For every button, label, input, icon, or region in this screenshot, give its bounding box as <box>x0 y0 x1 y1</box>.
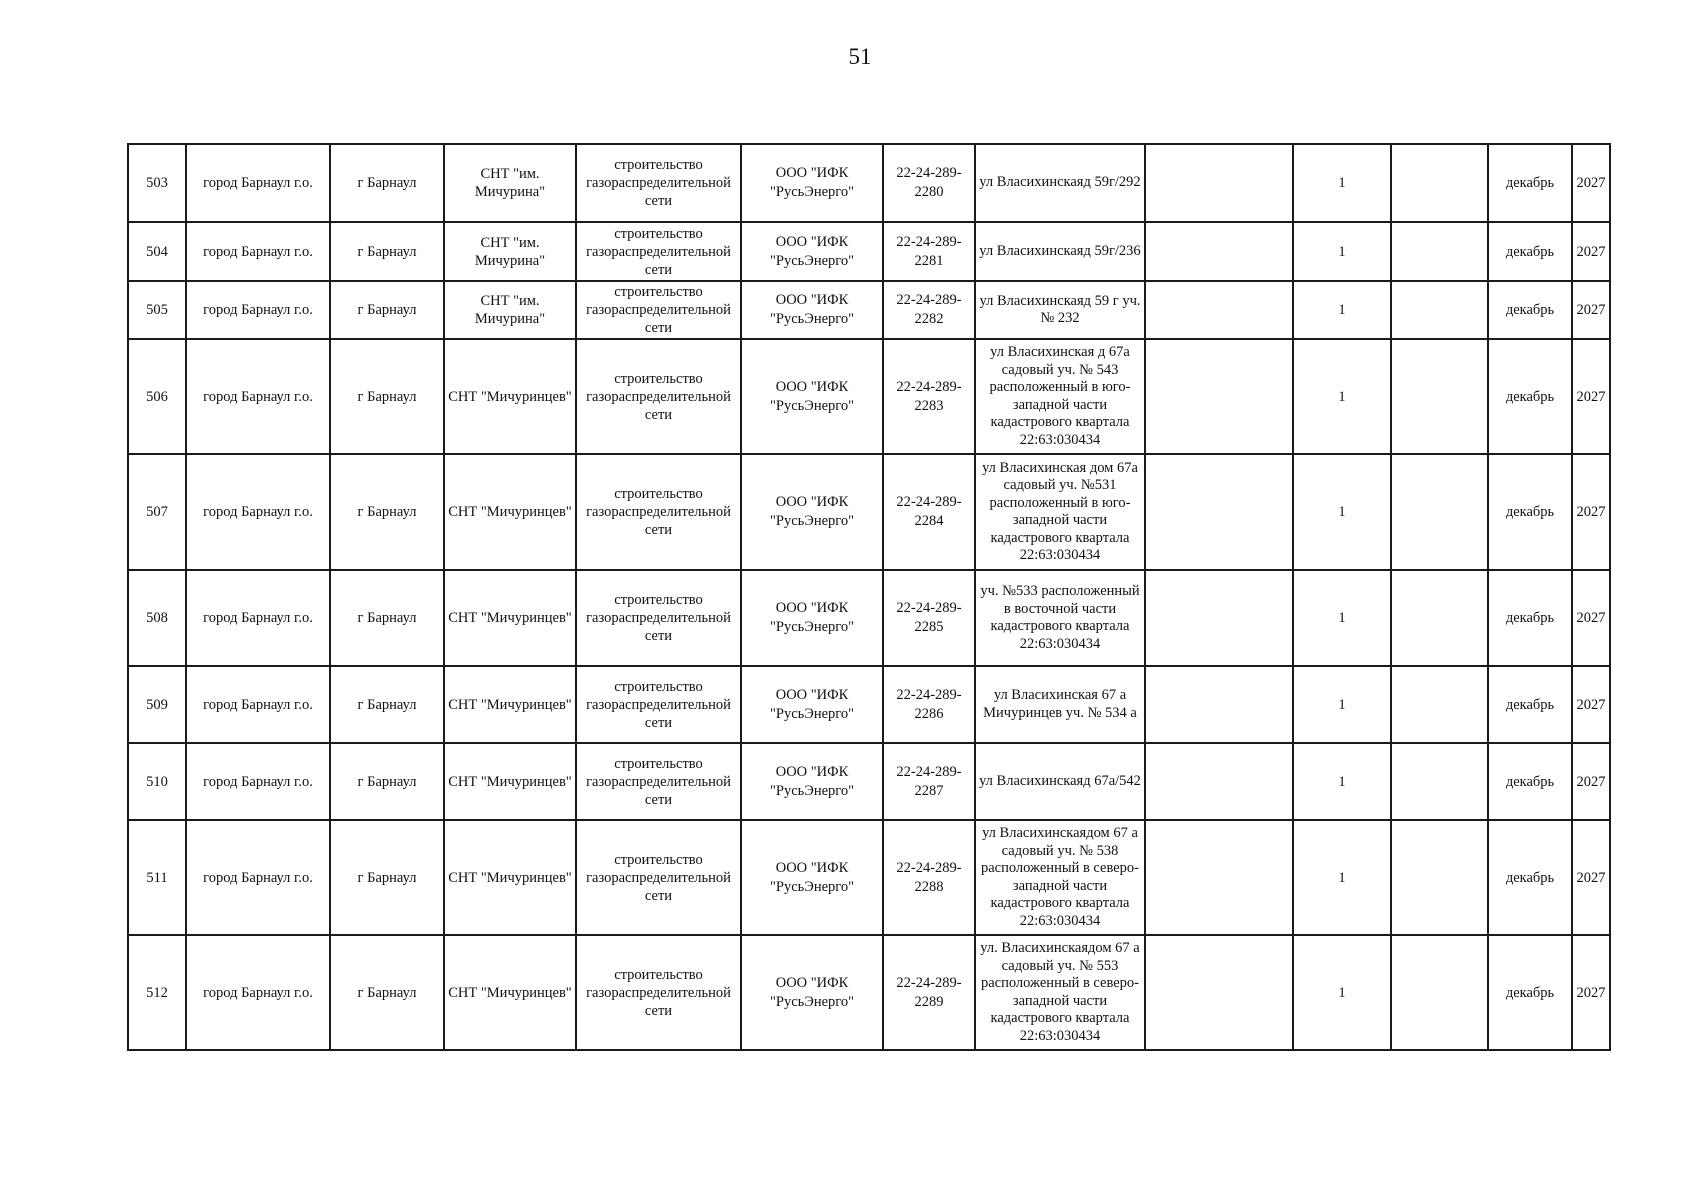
municipality-cell: город Барнаул г.о. <box>186 666 330 743</box>
page-number: 51 <box>848 44 872 69</box>
row-number: 504 <box>128 222 186 281</box>
organization-cell: ООО "ИФК "РусьЭнерго" <box>741 281 883 339</box>
snt-cell: СНТ "Мичуринцев" <box>444 570 576 666</box>
organization-cell: ООО "ИФК "РусьЭнерго" <box>741 570 883 666</box>
work-type-cell: строительство газораспределительной сети <box>576 743 741 820</box>
quantity-cell: 1 <box>1293 281 1391 339</box>
table-row <box>128 935 1610 1050</box>
municipality-cell: город Барнаул г.о. <box>186 144 330 222</box>
table-row <box>128 339 1610 454</box>
empty-cell <box>1391 935 1488 1050</box>
month-cell: декабрь <box>1488 281 1572 339</box>
quantity-cell: 1 <box>1293 820 1391 935</box>
work-type-cell: строительство газораспределительной сети <box>576 144 741 222</box>
address-cell: ул Власихинскаяд 67а/542 <box>975 743 1145 820</box>
snt-cell: СНТ "Мичуринцев" <box>444 339 576 454</box>
empty-cell <box>1145 281 1293 339</box>
table-row <box>128 570 1610 666</box>
empty-cell <box>1391 743 1488 820</box>
code-cell: 22-24-289-2284 <box>883 454 975 570</box>
snt-cell: СНТ "Мичуринцев" <box>444 743 576 820</box>
empty-cell <box>1145 935 1293 1050</box>
quantity-cell: 1 <box>1293 454 1391 570</box>
empty-cell <box>1145 743 1293 820</box>
month-cell: декабрь <box>1488 743 1572 820</box>
empty-cell <box>1391 666 1488 743</box>
municipality-cell: город Барнаул г.о. <box>186 454 330 570</box>
work-type-cell: строительство газораспределительной сети <box>576 935 741 1050</box>
empty-cell <box>1391 820 1488 935</box>
settlement-cell: г Барнаул <box>330 935 444 1050</box>
year-cell: 2027 <box>1572 222 1610 281</box>
month-cell: декабрь <box>1488 570 1572 666</box>
settlement-cell: г Барнаул <box>330 743 444 820</box>
snt-cell: СНТ "Мичуринцев" <box>444 454 576 570</box>
code-cell: 22-24-289-2285 <box>883 570 975 666</box>
quantity-cell: 1 <box>1293 222 1391 281</box>
empty-cell <box>1145 454 1293 570</box>
code-cell: 22-24-289-2287 <box>883 743 975 820</box>
empty-cell <box>1145 820 1293 935</box>
municipality-cell: город Барнаул г.о. <box>186 222 330 281</box>
quantity-cell: 1 <box>1293 339 1391 454</box>
settlement-cell: г Барнаул <box>330 144 444 222</box>
settlement-cell: г Барнаул <box>330 281 444 339</box>
row-number: 510 <box>128 743 186 820</box>
row-number: 506 <box>128 339 186 454</box>
organization-cell: ООО "ИФК "РусьЭнерго" <box>741 743 883 820</box>
year-cell: 2027 <box>1572 281 1610 339</box>
organization-cell: ООО "ИФК "РусьЭнерго" <box>741 820 883 935</box>
table-row <box>128 666 1610 743</box>
row-number: 511 <box>128 820 186 935</box>
settlement-cell: г Барнаул <box>330 820 444 935</box>
work-type-cell: строительство газораспределительной сети <box>576 666 741 743</box>
year-cell: 2027 <box>1572 935 1610 1050</box>
settlement-cell: г Барнаул <box>330 339 444 454</box>
municipality-cell: город Барнаул г.о. <box>186 743 330 820</box>
table-row <box>128 820 1610 935</box>
work-type-cell: строительство газораспределительной сети <box>576 222 741 281</box>
month-cell: декабрь <box>1488 222 1572 281</box>
year-cell: 2027 <box>1572 339 1610 454</box>
row-number: 507 <box>128 454 186 570</box>
month-cell: декабрь <box>1488 666 1572 743</box>
organization-cell: ООО "ИФК "РусьЭнерго" <box>741 454 883 570</box>
year-cell: 2027 <box>1572 820 1610 935</box>
address-cell: ул Власихинскаядом 67 а садовый уч. № 538 расположенный в северо-западной части кадастрового квартала 22:63:030434 <box>975 820 1145 935</box>
settlement-cell: г Барнаул <box>330 222 444 281</box>
code-cell: 22-24-289-2280 <box>883 144 975 222</box>
municipality-cell: город Барнаул г.о. <box>186 570 330 666</box>
registry-table <box>127 143 1611 1051</box>
quantity-cell: 1 <box>1293 666 1391 743</box>
table-row <box>128 222 1610 281</box>
table-row <box>128 454 1610 570</box>
address-cell: уч. №533 расположенный в восточной части кадастрового квартала 22:63:030434 <box>975 570 1145 666</box>
year-cell: 2027 <box>1572 144 1610 222</box>
row-number: 505 <box>128 281 186 339</box>
empty-cell <box>1391 281 1488 339</box>
work-type-cell: строительство газораспределительной сети <box>576 454 741 570</box>
table-row <box>128 281 1610 339</box>
organization-cell: ООО "ИФК "РусьЭнерго" <box>741 666 883 743</box>
address-cell: ул Власихинская 67 а Мичуринцев уч. № 534 а <box>975 666 1145 743</box>
snt-cell: СНТ "им. Мичурина" <box>444 144 576 222</box>
code-cell: 22-24-289-2286 <box>883 666 975 743</box>
year-cell: 2027 <box>1572 743 1610 820</box>
quantity-cell: 1 <box>1293 570 1391 666</box>
settlement-cell: г Барнаул <box>330 570 444 666</box>
code-cell: 22-24-289-2283 <box>883 339 975 454</box>
table-row <box>128 144 1610 222</box>
row-number: 512 <box>128 935 186 1050</box>
address-cell: ул Власихинскаяд 59г/292 <box>975 144 1145 222</box>
address-cell: ул Власихинскаяд 59 г уч. № 232 <box>975 281 1145 339</box>
quantity-cell: 1 <box>1293 144 1391 222</box>
year-cell: 2027 <box>1572 454 1610 570</box>
address-cell: ул Власихинская дом 67а садовый уч. №531 расположенный в юго-западной части кадастрового квартала 22:63:030434 <box>975 454 1145 570</box>
year-cell: 2027 <box>1572 666 1610 743</box>
organization-cell: ООО "ИФК "РусьЭнерго" <box>741 222 883 281</box>
organization-cell: ООО "ИФК "РусьЭнерго" <box>741 339 883 454</box>
snt-cell: СНТ "Мичуринцев" <box>444 666 576 743</box>
organization-cell: ООО "ИФК "РусьЭнерго" <box>741 935 883 1050</box>
code-cell: 22-24-289-2282 <box>883 281 975 339</box>
quantity-cell: 1 <box>1293 743 1391 820</box>
row-number: 508 <box>128 570 186 666</box>
snt-cell: СНТ "Мичуринцев" <box>444 820 576 935</box>
code-cell: 22-24-289-2289 <box>883 935 975 1050</box>
snt-cell: СНТ "Мичуринцев" <box>444 935 576 1050</box>
row-number: 503 <box>128 144 186 222</box>
work-type-cell: строительство газораспределительной сети <box>576 281 741 339</box>
month-cell: декабрь <box>1488 339 1572 454</box>
work-type-cell: строительство газораспределительной сети <box>576 820 741 935</box>
address-cell: ул. Власихинскаядом 67 а садовый уч. № 553 расположенный в северо-западной части кадастрового квартала 22:63:030434 <box>975 935 1145 1050</box>
empty-cell <box>1145 570 1293 666</box>
empty-cell <box>1391 454 1488 570</box>
empty-cell <box>1391 222 1488 281</box>
municipality-cell: город Барнаул г.о. <box>186 339 330 454</box>
snt-cell: СНТ "им. Мичурина" <box>444 281 576 339</box>
month-cell: декабрь <box>1488 935 1572 1050</box>
municipality-cell: город Барнаул г.о. <box>186 281 330 339</box>
settlement-cell: г Барнаул <box>330 666 444 743</box>
settlement-cell: г Барнаул <box>330 454 444 570</box>
empty-cell <box>1391 570 1488 666</box>
code-cell: 22-24-289-2281 <box>883 222 975 281</box>
month-cell: декабрь <box>1488 820 1572 935</box>
row-number: 509 <box>128 666 186 743</box>
empty-cell <box>1145 339 1293 454</box>
empty-cell <box>1145 666 1293 743</box>
address-cell: ул Власихинскаяд 59г/236 <box>975 222 1145 281</box>
month-cell: декабрь <box>1488 144 1572 222</box>
address-cell: ул Власихинская д 67а садовый уч. № 543 расположенный в юго-западной части кадастрового квартала 22:63:030434 <box>975 339 1145 454</box>
year-cell: 2027 <box>1572 570 1610 666</box>
empty-cell <box>1145 144 1293 222</box>
snt-cell: СНТ "им. Мичурина" <box>444 222 576 281</box>
table-row <box>128 743 1610 820</box>
quantity-cell: 1 <box>1293 935 1391 1050</box>
code-cell: 22-24-289-2288 <box>883 820 975 935</box>
work-type-cell: строительство газораспределительной сети <box>576 570 741 666</box>
month-cell: декабрь <box>1488 454 1572 570</box>
organization-cell: ООО "ИФК "РусьЭнерго" <box>741 144 883 222</box>
work-type-cell: строительство газораспределительной сети <box>576 339 741 454</box>
empty-cell <box>1145 222 1293 281</box>
municipality-cell: город Барнаул г.о. <box>186 820 330 935</box>
empty-cell <box>1391 339 1488 454</box>
empty-cell <box>1391 144 1488 222</box>
municipality-cell: город Барнаул г.о. <box>186 935 330 1050</box>
